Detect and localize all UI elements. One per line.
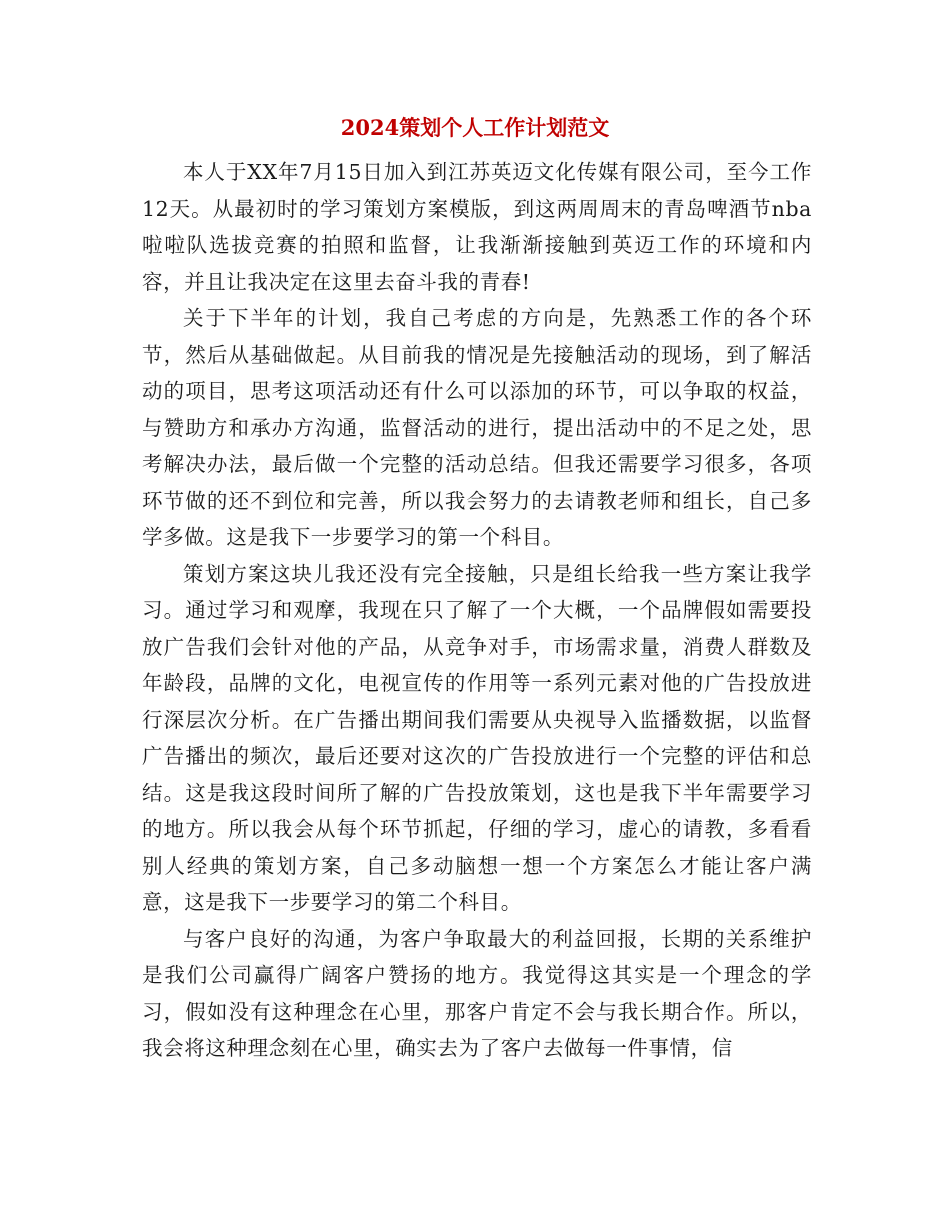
document-title: 2024策划个人工作计划范文: [340, 115, 610, 140]
paragraph-4: 与客户良好的沟通，为客户争取最大的利益回报，长期的关系维护是我们公司赢得广阔客户赞扬的地方。我觉得这其实是一个理念的学习，假如没有这种理念在心里，那客户肯定不会与我长期合作。所以，我会将这种理念刻在心里，确实去为了客户去做每一件事情，信: [142, 926, 812, 1060]
paragraph-2: 关于下半年的计划，我自己考虑的方向是，先熟悉工作的各个环节，然后从基础做起。从目前我的情况是先接触活动的现场，到了解活动的项目，思考这项活动还有什么可以添加的环节，可以争取的权益，与赞助方和承办方沟通，监督活动的进行，提出活动中的不足之处，思考解决办法，最后做一个完整的活动总结。但我还需要学习很多，各项环节做的还不到位和完善，所以我会努力的去请教老师和组长，自己多学多做。这是我下一步要学习的第一个科目。: [142, 306, 812, 549]
document-body: [142, 154, 812, 1067]
paragraph-3: 策划方案这块儿我还没有完全接触，只是组长给我一些方案让我学习。通过学习和观摩，我现在只了解了一个大概，一个品牌假如需要投放广告我们会针对他的产品，从竞争对手，市场需求量，消费人群数及年龄段，品牌的文化，电视宣传的作用等一系列元素对他的广告投放进行深层次分析。在广告播出期间我们需要从央视导入监播数据，以监督广告播出的频次，最后还要对这次的广告投放进行一个完整的评估和总结。这是我这段时间所了解的广告投放策划，这也是我下半年需要学习的地方。所以我会从每个环节抓起，仔细的学习，虚心的请教，多看看别人经典的策划方案，自己多动脑想一想一个方案怎么才能让客户满意，这是我下一步要学习的第二个科目。: [142, 561, 812, 914]
paragraph-1: 本人于XX年7月15日加入到江苏英迈文化传媒有限公司，至今工作12天。从最初时的学习策划方案模版，到这两周周末的青岛啤酒节nba啦啦队选拔竞赛的拍照和监督，让我渐渐接触到英迈工作的环境和内容，并且让我决定在这里去奋斗我的青春!: [142, 160, 812, 294]
